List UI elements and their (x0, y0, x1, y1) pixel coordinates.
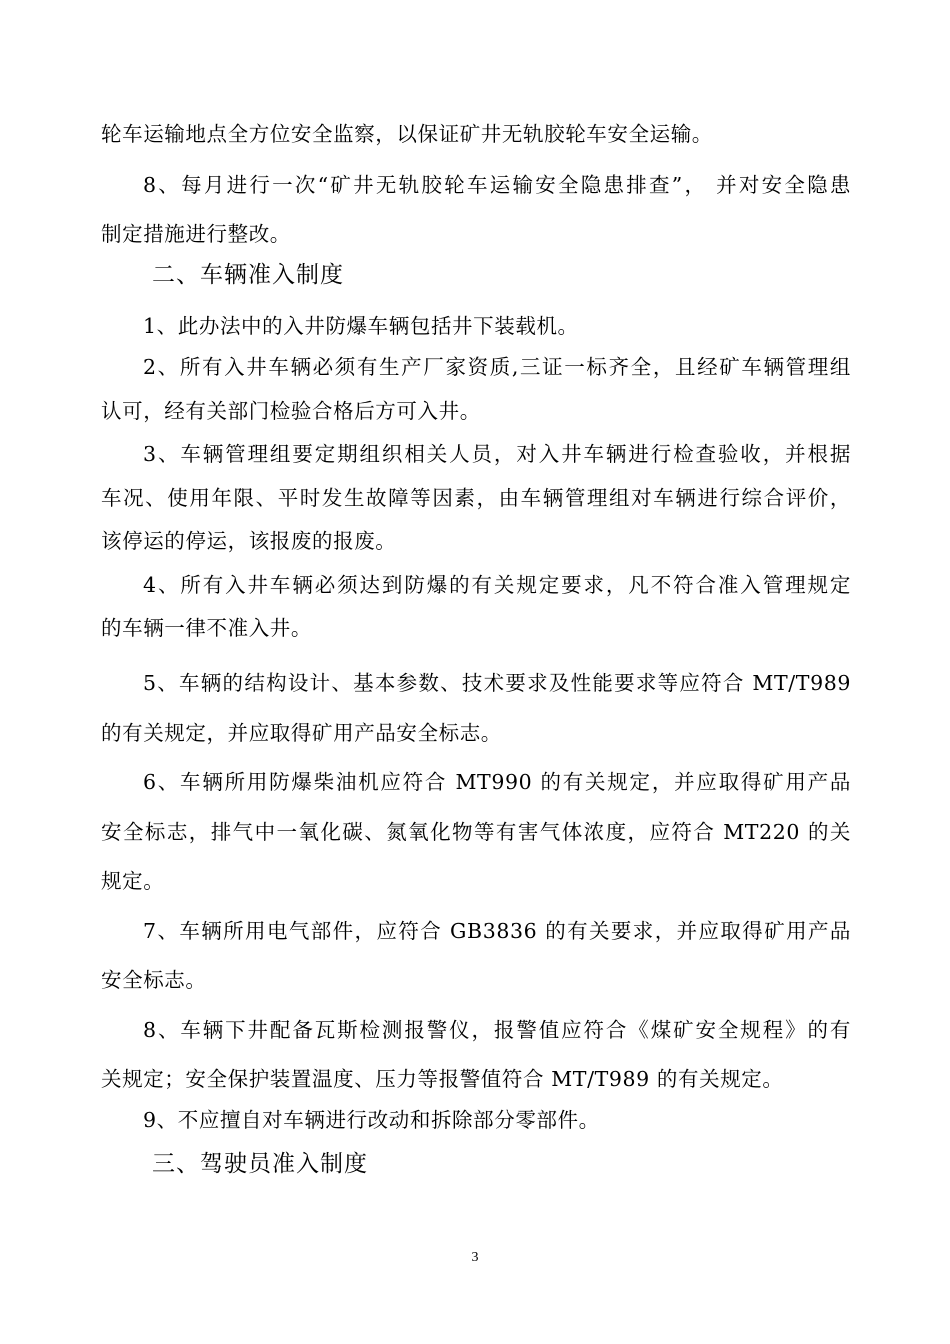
paragraph-line: 8、车辆下井配备瓦斯检测报警仪，报警值应符合《煤矿安全规程》的有 (143, 1018, 851, 1042)
paragraph-line: 8、每月进行一次“矿井无轨胶轮车运输安全隐患排查”， 并对安全隐患 (143, 173, 851, 197)
paragraph-line: 6、车辆所用防爆柴油机应符合 MT990 的有关规定，并应取得矿用产品 (143, 770, 851, 794)
paragraph-line: 认可，经有关部门检验合格后方可入井。 (101, 399, 481, 423)
paragraph-line: 7、车辆所用电气部件，应符合 GB3836 的有关要求，并应取得矿用产品 (143, 919, 851, 943)
section-heading: 三、驾驶员准入制度 (152, 1151, 368, 1177)
paragraph-line: 4、所有入井车辆必须达到防爆的有关规定要求，凡不符合准入管理规定 (143, 573, 851, 597)
paragraph-line: 制定措施进行整改。 (101, 222, 291, 246)
paragraph-line: 的有关规定，并应取得矿用产品安全标志。 (101, 721, 502, 745)
paragraph-line: 1、此办法中的入井防爆车辆包括井下装载机。 (143, 314, 579, 338)
section-heading: 二、车辆准入制度 (152, 262, 344, 288)
paragraph-line: 关规定；安全保护装置温度、压力等报警值符合 MT/T989 的有关规定。 (101, 1067, 784, 1091)
paragraph-line: 安全标志，排气中一氧化碳、氮氧化物等有害气体浓度，应符合 MT220 的关 (101, 820, 851, 844)
paragraph-line: 安全标志。 (101, 968, 207, 992)
paragraph-line: 规定。 (101, 869, 165, 893)
page-number: 3 (471, 1250, 479, 1265)
paragraph-line: 5、车辆的结构设计、基本参数、技术要求及性能要求等应符合 MT/T989 (143, 671, 851, 695)
paragraph-line: 该停运的停运，该报废的报废。 (101, 529, 397, 553)
paragraph-line: 车况、使用年限、平时发生故障等因素，由车辆管理组对车辆进行综合评价， (101, 486, 851, 510)
paragraph-line: 3、车辆管理组要定期组织相关人员，对入井车辆进行检查验收，并根据 (143, 442, 851, 466)
paragraph-line: 轮车运输地点全方位安全监察，以保证矿井无轨胶轮车安全运输。 (101, 122, 713, 146)
paragraph-line: 的车辆一律不准入井。 (101, 616, 312, 640)
paragraph-line: 2、所有入井车辆必须有生产厂家资质,三证一标齐全，且经矿车辆管理组 (143, 355, 851, 379)
paragraph-line: 9、不应擅自对车辆进行改动和拆除部分零部件。 (143, 1108, 600, 1132)
